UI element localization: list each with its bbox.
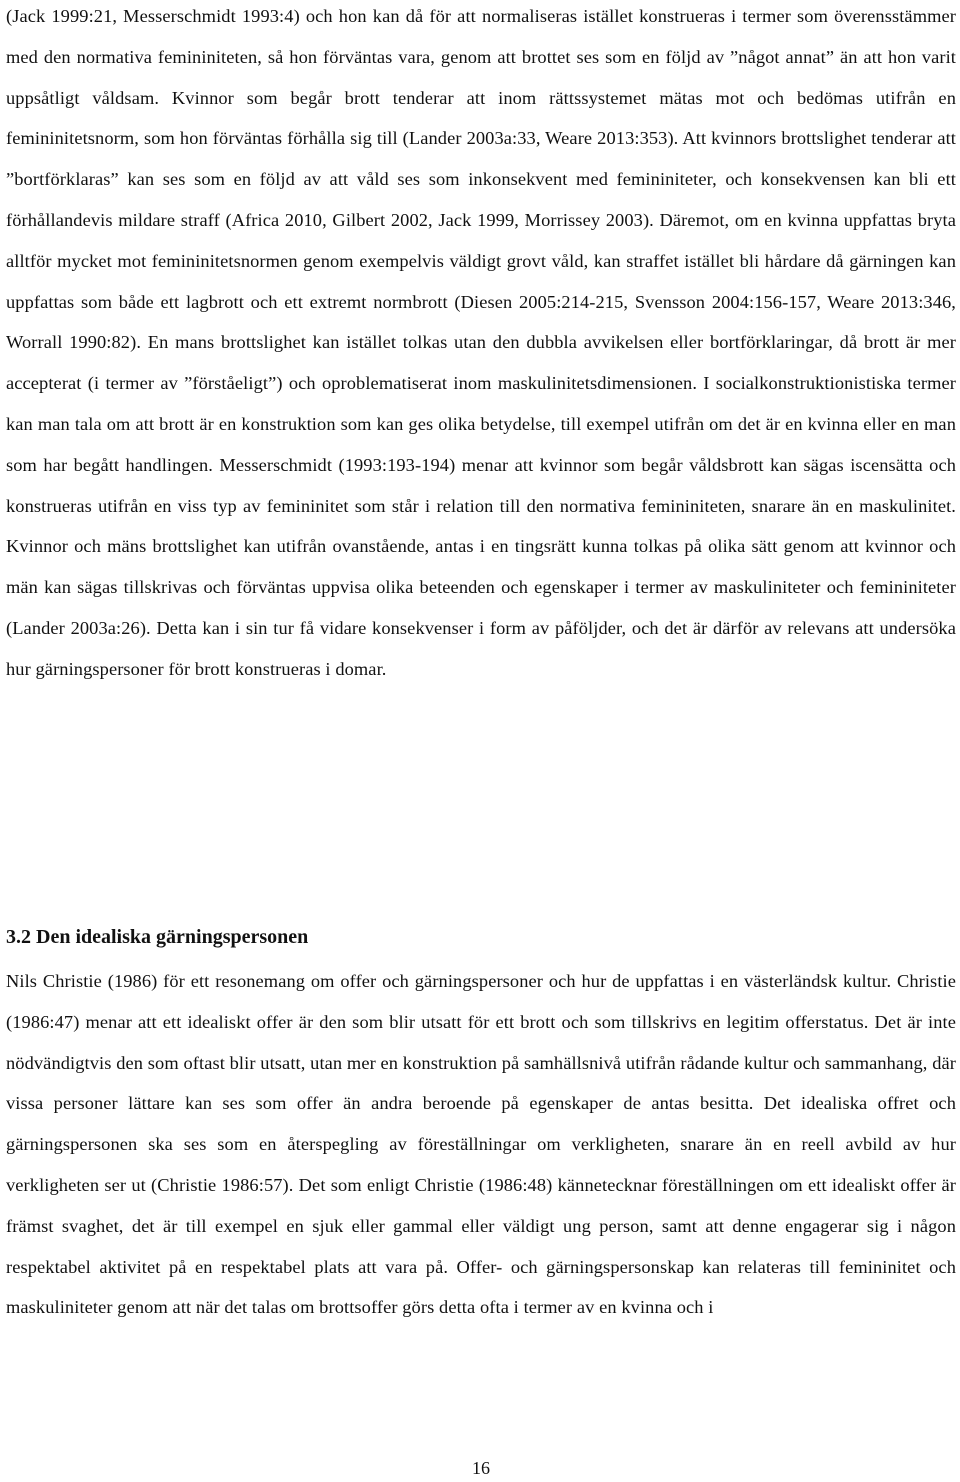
section-heading: 3.2 Den idealiska gärningspersonen	[6, 926, 309, 948]
page-number: 16	[472, 1458, 490, 1478]
document-page	[6, 0, 956, 1482]
body-paragraph-1: (Jack 1999:21, Messerschmidt 1993:4) och hon kan då för att normaliseras istället konstrueras i termer som överensstämmer med den normativa femininiteten, så hon förväntas vara, genom att brottet ses som en följd av ”något annat” än att hon varit uppsåtligt våldsam. Kvinnor som begår brott tenderar att inom rättssystemet mätas mot och bedömas utifrån en femininitetsnorm, som hon förväntas förhålla sig till (Lander 2003a:33, Weare 2013:353). Att kvinnors brottslighet tenderar att ”bortförklaras” kan ses som en följd av att våld ses som inkonsekvent med femininiteter, och konsekvensen kan bli ett förhållandevis mildare straff (Africa 2010, Gilbert 2002, Jack 1999, Morrissey 2003). Däremot, om en kvinna uppfattas bryta alltför mycket mot femininitetsnormen genom exempelvis väldigt grovt våld, kan straffet istället bli hårdare då gärningen kan uppfattas som både ett lagbrott och ett extremt normbrott (Diesen 2005:214-215, Svensson 2004:156-157, Weare 2013:346, Worrall 1990:82). En mans brottslighet kan istället tolkas utan den dubbla avvikelsen eller bortförklaringar, då brott är mer accepterat (i termer av ”förståeligt”) och oproblematiserat inom maskulinitetsdimensionen. I socialkonstruktionistiska termer kan man tala om att brott är en konstruktion som kan ges olika betydelse, till exempel utifrån om det är en kvinna eller en man som har begått handlingen. Messerschmidt (1993:193-194) menar att kvinnor som begår våldsbrott kan sägas iscensätta och konstrueras utifrån en viss typ av femininitet som står i relation till den normativa femininiteten, snarare än en maskulinitet. Kvinnor och mäns brottslighet kan utifrån ovanstående, antas i en tingsrätt kunna tolkas på olika sätt genom att kvinnor och män kan sägas tillskrivas och förväntas uppvisa olika beteenden och egenskaper i termer av maskuliniteter och femininiteter (Lander 2003a:26). Detta kan i sin tur få vidare konsekvenser i form av påföljder, och det är därför av relevans att undersöka hur gärningspersoner för brott konstrueras i domar.	[6, 6, 956, 679]
body-paragraph-2: Nils Christie (1986) för ett resonemang om offer och gärningspersoner och hur de uppfattas i en västerländsk kultur. Christie (1986:47) menar att ett idealiskt offer är den som blir utsatt för ett brott och som tillskrivs en legitim offerstatus. Det är inte nödvändigtvis den som oftast blir utsatt, utan mer en konstruktion på samhällsnivå utifrån rådande kultur och sammanhang, där vissa personer lättare kan ses som offer än andra beroende på egenskaper de antas besitta. Det idealiska offret och gärningspersonen ska ses som en återspegling av föreställningar om verkligheten, snarare än en reell avbild av hur verkligheten ser ut (Christie 1986:57). Det som enligt Christie (1986:48) kännetecknar föreställningen om ett idealiskt offer är främst svaghet, det är till exempel en sjuk eller gammal eller väldigt ung person, samt att denne engagerar sig i någon respektabel aktivitet på en respektabel plats att vara på. Offer- och gärningspersonskap kan relateras till femininitet och maskuliniteter genom att när det talas om brottsoffer görs detta ofta i termer av en kvinna och i	[6, 971, 956, 1318]
